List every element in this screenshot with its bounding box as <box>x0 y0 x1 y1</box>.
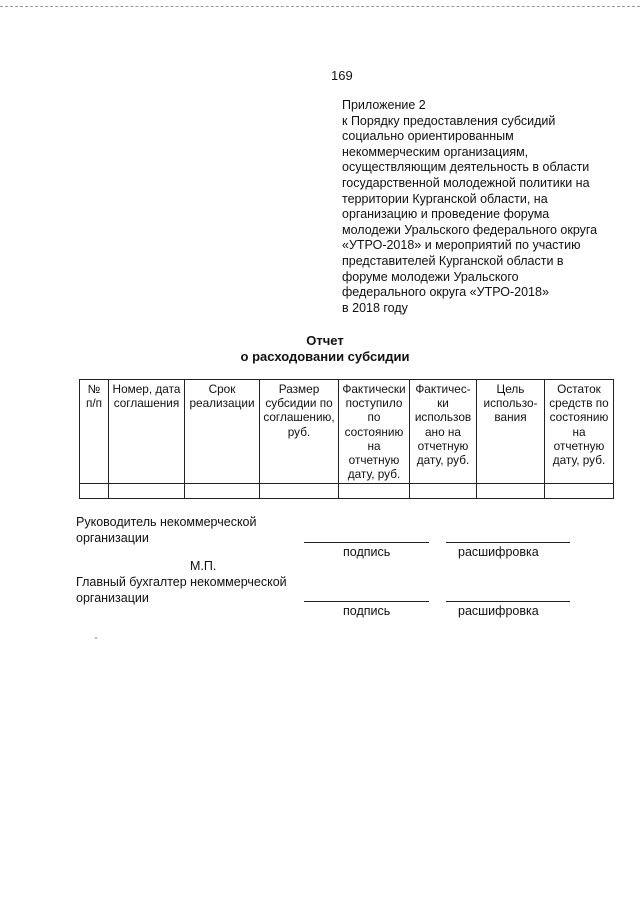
accountant-signatory-label: Главный бухгалтер некоммерческой организации <box>76 575 287 605</box>
table-row <box>80 484 614 499</box>
appendix-line: осуществляющим деятельность в области <box>342 160 590 175</box>
table-cell <box>260 484 339 499</box>
table-cell <box>410 484 477 499</box>
column-header-purpose: Цель использо- вания <box>477 380 545 484</box>
head-signature-line <box>304 542 429 543</box>
report-title-sub: о расходовании субсидии <box>240 349 410 364</box>
appendix-line: социально ориентированным <box>342 129 514 144</box>
appendix-line: молодежи Уральского федерального округа <box>342 222 598 237</box>
appendix-line: организацию и проведение форума <box>342 207 550 222</box>
table-cell <box>185 484 260 499</box>
report-table <box>79 379 614 499</box>
appendix-line: федерального округа «УТРО-2018» <box>342 285 549 300</box>
appendix-line: «УТРО-2018» и мероприятий по участию <box>342 238 581 253</box>
report-title <box>0 333 640 365</box>
seal-place-label: М.П. <box>190 559 217 573</box>
head-decoding-line <box>446 542 570 543</box>
accountant-decoding-line <box>446 601 570 602</box>
accountant-signature-line <box>304 601 429 602</box>
column-header-used: Фактичес- ки использов ано на отчетную дату, руб. <box>410 380 477 484</box>
column-header-subsidy-amount: Размер субсидии по соглашению, руб. <box>260 380 339 484</box>
page-number: 169 <box>331 68 353 83</box>
appendix-line: Приложение 2 <box>342 98 426 112</box>
appendix-line: некоммерческим организациям, <box>342 144 529 159</box>
scan-top-edge <box>0 6 640 7</box>
column-header-agreement: Номер, дата соглашения <box>109 380 185 484</box>
table-cell <box>477 484 545 499</box>
table-cell <box>109 484 185 499</box>
head-decoding-caption: расшифровка <box>458 545 539 559</box>
column-header-number: № п/п <box>80 380 109 484</box>
appendix-header <box>342 98 612 316</box>
head-signatory-label: Руководитель некоммерческой организации <box>76 515 257 545</box>
accountant-decoding-caption: расшифровка <box>458 604 539 618</box>
appendix-line: форуме молодежи Уральского <box>342 269 519 284</box>
scan-speck <box>95 637 97 639</box>
column-header-received: Фактически поступило по состоянию на отчетную дату, руб. <box>339 380 410 484</box>
column-header-balance: Остаток средств по состоянию на отчетную дату, руб. <box>545 380 614 484</box>
accountant-signature-caption: подпись <box>343 604 391 618</box>
appendix-line: представителей Курганской области в <box>342 253 564 268</box>
table-header-row <box>80 380 614 484</box>
column-header-term: Срок реализации <box>185 380 260 484</box>
appendix-line: территории Курганской области, на <box>342 191 548 206</box>
table-cell <box>545 484 614 499</box>
appendix-line: к Порядку предоставления субсидий <box>342 113 556 128</box>
report-title-main: Отчет <box>306 333 344 348</box>
head-signature-caption: подпись <box>343 545 391 559</box>
appendix-line: в 2018 году <box>342 300 408 315</box>
appendix-line: государственной молодежной политики на <box>342 175 590 190</box>
table-cell <box>80 484 109 499</box>
table-cell <box>339 484 410 499</box>
